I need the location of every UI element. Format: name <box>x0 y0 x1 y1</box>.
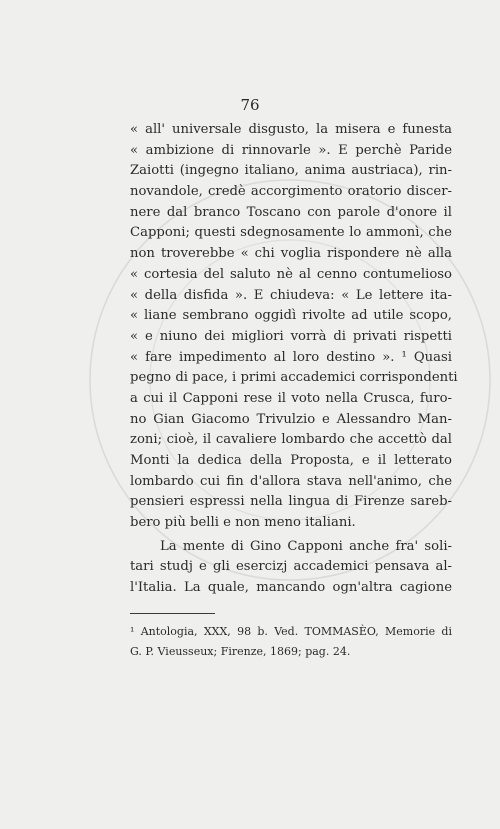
text-line: l'Italia. La quale, mancando ogn'altra cagione <box>130 580 452 596</box>
text-line: nere dal branco Toscano con parole d'onore il <box>130 204 452 220</box>
text-line: non troverebbe « chi voglia rispondere nè alla <box>130 246 452 262</box>
footnote-separator <box>130 613 215 614</box>
text-line: « all' universale disgusto, la misera e funesta <box>130 122 452 137</box>
text-line: a cui il Capponi rese il voto nella Crusca, furo- <box>130 390 452 406</box>
text-line: zoni; cioè, il cavaliere lombardo che accettò dal <box>130 432 452 448</box>
footnote-line: G. P. Vieusseux; Firenze, 1869; pag. 24. <box>130 645 351 658</box>
text-line: « e niuno dei migliori vorrà di privati rispetti <box>130 328 452 344</box>
body-text <box>130 120 458 599</box>
paragraph-start-line: La mente di Gino Capponi anche fra' soli- <box>160 538 452 554</box>
text-line: lombardo cui fin d'allora stava nell'animo, che <box>130 473 452 489</box>
text-line: Zaiotti (ingegno italiano, anima austriaca), rin- <box>130 163 452 179</box>
text-line: pensieri espressi nella lingua di Firenze sareb- <box>130 494 452 510</box>
text-line: tari studj e gli esercizj accademici pensava al- <box>130 559 452 575</box>
text-line: « liane sembrano oggidì rivolte ad utile scopo, <box>130 308 452 324</box>
text-line: Monti la dedica della Proposta, e il letterato <box>130 453 452 468</box>
text-line: « fare impedimento al loro destino ». ¹ Quasi <box>130 349 452 365</box>
text-line: bero più belli e non meno italiani. <box>130 515 356 531</box>
text-line: pegno di pace, i primi accademici corrispondenti <box>130 370 458 386</box>
page-number: 76 <box>240 96 260 114</box>
text-line: novandole, credè accorgimento oratorio discer- <box>130 184 452 200</box>
text-line: no Gian Giacomo Trivulzio e Alessandro Man- <box>130 411 452 427</box>
text-line: « della disfida ». E chiudeva: « Le lettere ita- <box>130 287 452 303</box>
footnote-line: ¹ Antologia, XXX, 98 b. Ved. TOMMASÈO, Memorie di <box>130 625 452 638</box>
text-line: « cortesia del saluto nè al cenno contumelioso <box>130 266 452 282</box>
text-line: « ambizione di rinnovarle ». E perchè Paride <box>130 142 452 158</box>
footnote <box>130 622 452 662</box>
text-line: Capponi; questi sdegnosamente lo ammonì, che <box>130 225 452 241</box>
